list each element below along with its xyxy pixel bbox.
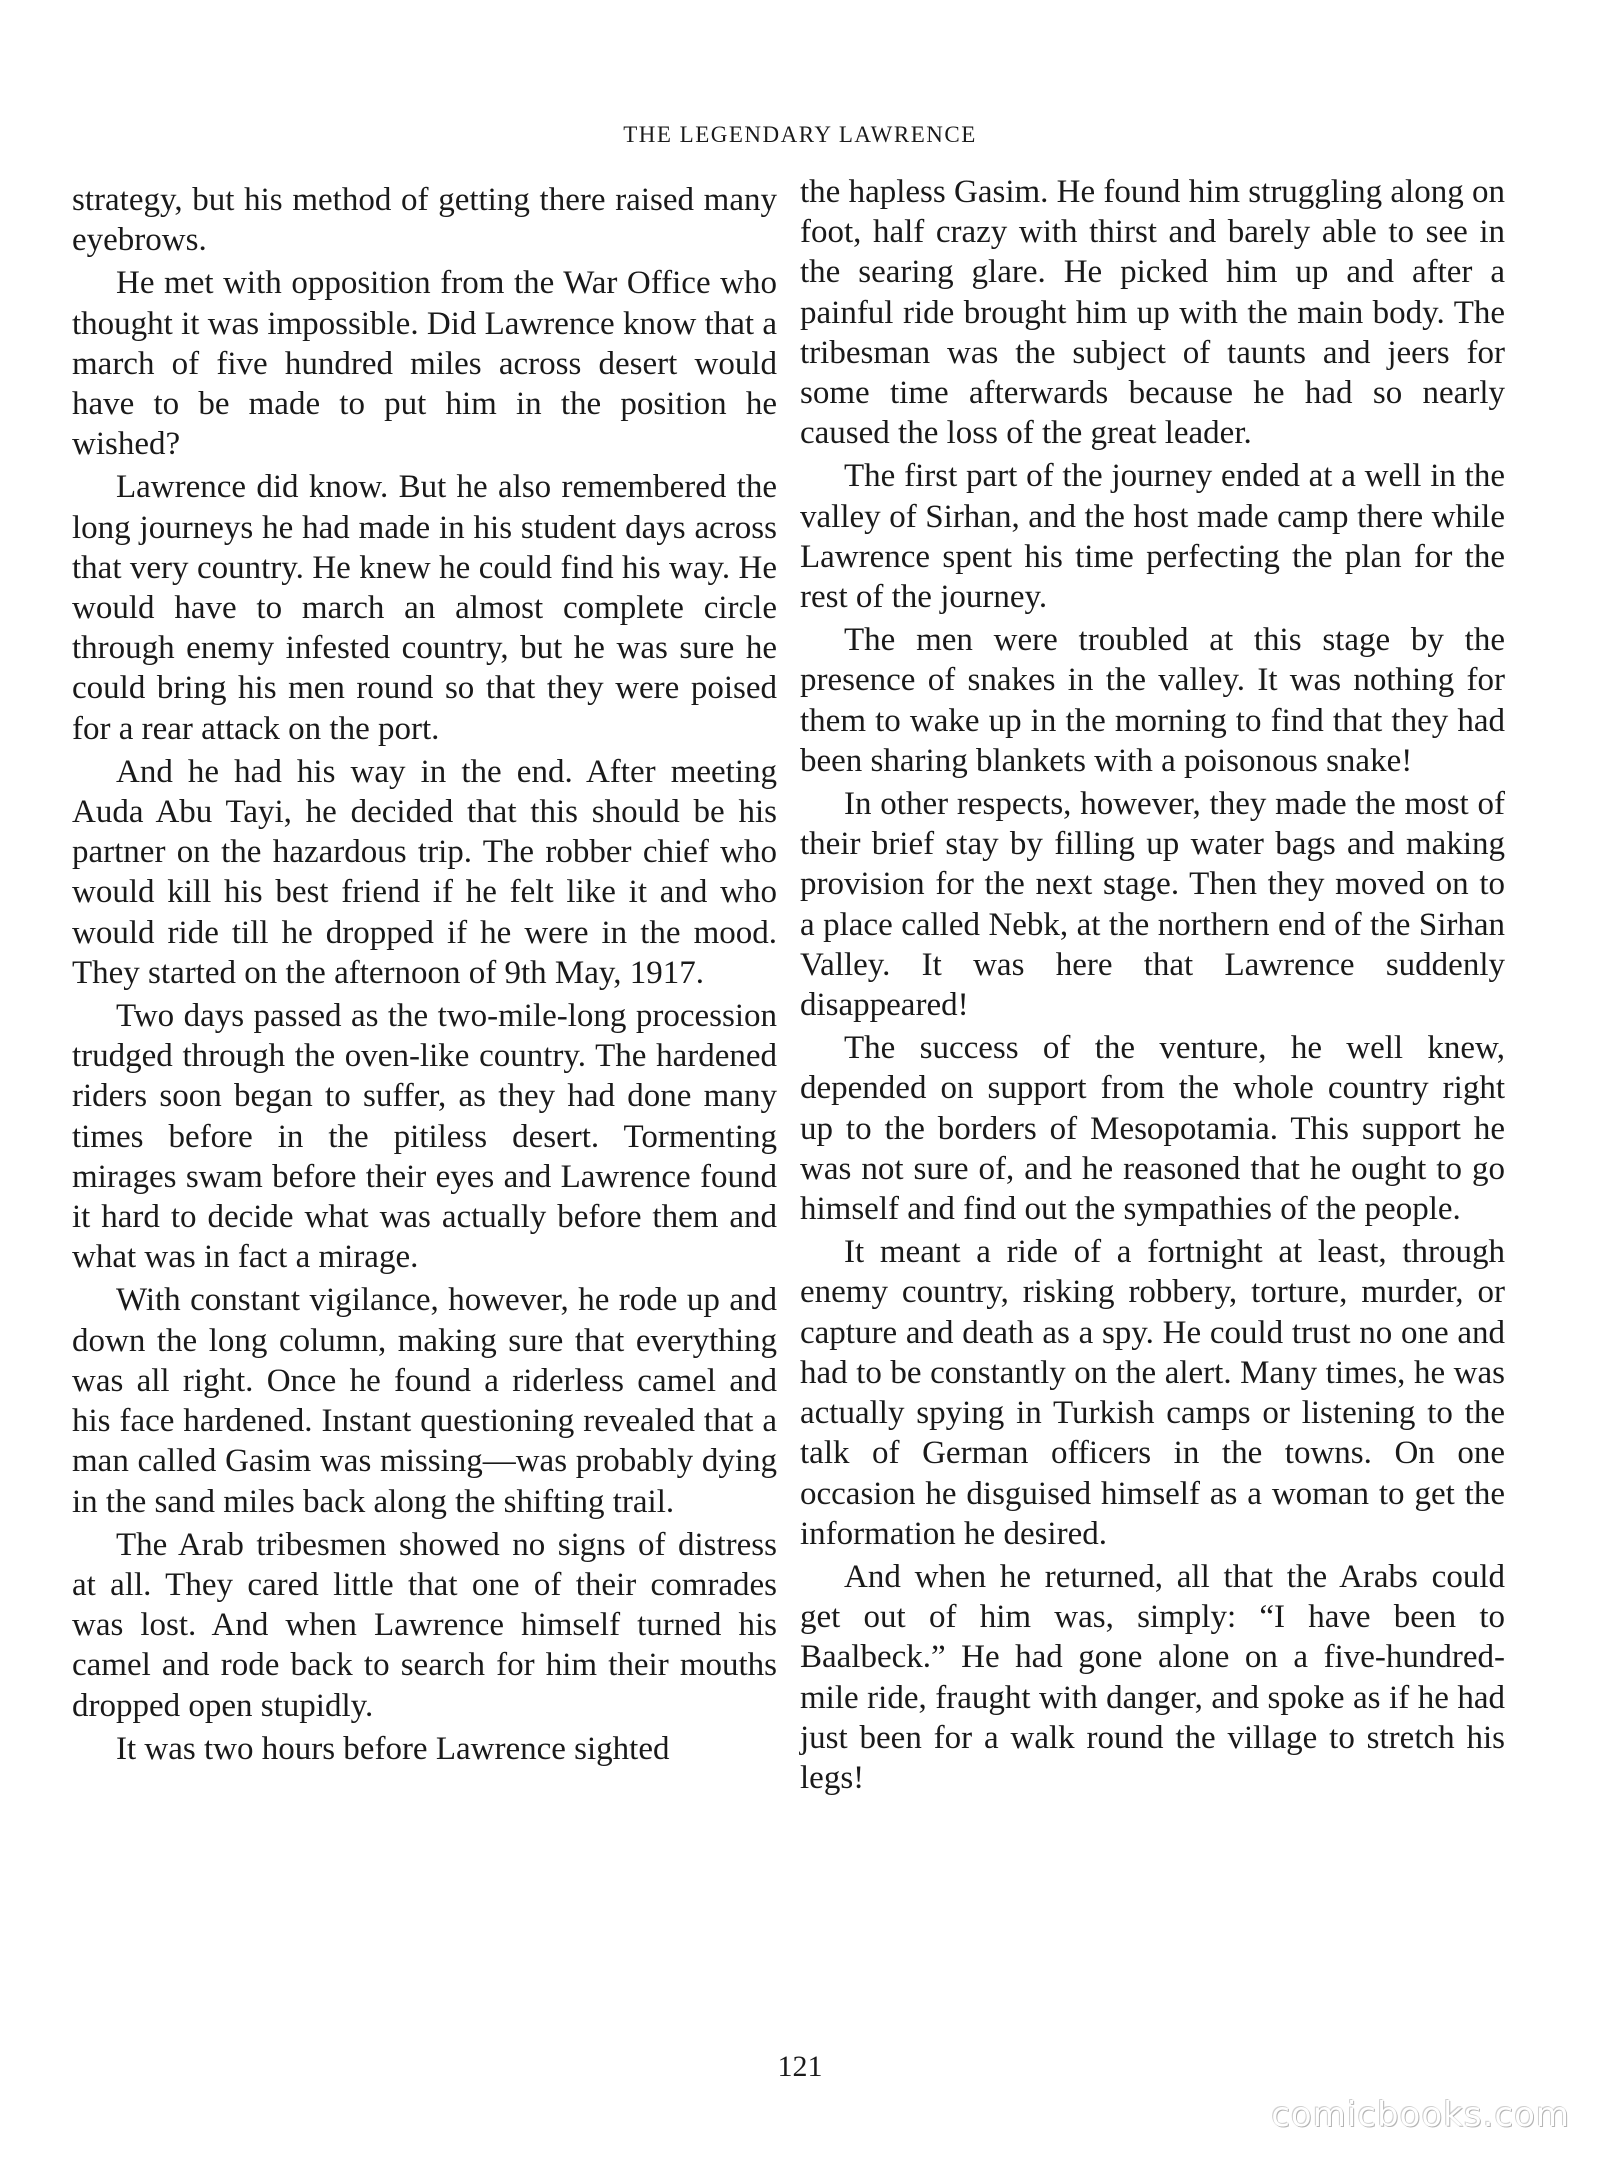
paragraph: He met with opposition from the War Office who thought it was impossible. Did Lawrence know that a march of five hundred miles across desert would have to be made to put him in the position he wished? xyxy=(72,265,777,463)
paragraph: The success of the venture, he well knew, depended on support from the whole country right up to the borders of Mesopotamia. This support he was not sure of, and he reasoned that he ought to go himself and find out the sympathies of the people. xyxy=(800,1030,1505,1228)
left-column xyxy=(72,180,777,1769)
paragraph: Two days passed as the two-mile-long procession trudged through the oven-like country. The hardened riders soon began to suffer, as they had done many times before in the pitiless desert. Tormenting mirages swam before their eyes and Lawrence found it hard to decide what was actually before them and what was in fact a mirage. xyxy=(72,998,777,1276)
paragraph: Lawrence did know. But he also remembered the long journeys he had made in his student days across that very country. He knew he could find his way. He would have to march an almost complete circle through enemy infested country, but he was sure he could bring his men round so that they were poised for a rear attack on the port. xyxy=(72,469,777,747)
paragraph: The Arab tribesmen showed no signs of distress at all. They cared little that one of their comrades was lost. And when Lawrence himself turned his camel and rode back to search for him their mouths dropped open stupidly. xyxy=(72,1526,777,1724)
paragraph: The men were troubled at this stage by the presence of snakes in the valley. It was nothing for them to wake up in the morning to find that they had been sharing blankets with a poisonous snake! xyxy=(800,622,1505,779)
paragraph: And he had his way in the end. After meeting Auda Abu Tayi, he decided that this should be his partner on the hazardous trip. The robber chief who would kill his best friend if he felt like it and who would ride till he dropped if he were in the mood. They started on the afternoon of 9th May, 1917. xyxy=(72,753,777,991)
running-head: THE LEGENDARY LAWRENCE xyxy=(623,122,977,147)
paragraph: In other respects, however, they made the most of their brief stay by filling up water bags and making provision for the next stage. Then they moved on to a place called Nebk, at the northern end of the Sirhan Valley. It was here that Lawrence suddenly disappeared! xyxy=(800,786,1505,1024)
right-column xyxy=(800,172,1505,1798)
paragraph: And when he returned, all that the Arabs could get out of him was, simply: “I have been to Baalbeck.” He had gone alone on a five-hundred-mile ride, fraught with danger, and spoke as if he had just been for a walk round the village to stretch his legs! xyxy=(800,1558,1505,1796)
paragraph: With constant vigilance, however, he rode up and down the long column, making sure that everything was all right. Once he found a riderless camel and his face hardened. Instant questioning revealed that a man called Gasim was missing—was probably dying in the sand miles back along the shifting trail. xyxy=(72,1282,777,1520)
paragraph: The first part of the journey ended at a well in the valley of Sirhan, and the host made camp there while Lawrence spent his time perfecting the plan for the rest of the journey. xyxy=(800,458,1505,616)
paragraph: strategy, but his method of getting there raised many eyebrows. xyxy=(72,182,777,259)
paragraph: It meant a ride of a fortnight at least, through enemy country, risking robbery, torture, murder, or capture and death as a spy. He could trust no one and had to be constantly on the alert. Many times, he was actually spying in Turkish camps or listening to the talk of German officers in the towns. On one occasion he disguised himself as a woman to get the information he desired. xyxy=(800,1234,1505,1552)
page-number: 121 xyxy=(777,2050,823,2083)
paragraph: the hapless Gasim. He found him struggling along on foot, half crazy with thirst and barely able to see in the searing glare. He picked him up and after a painful ride brought him up with the main body. The tribesman was the subject of taunts and jeers for some time afterwards because he had so nearly caused the loss of the great leader. xyxy=(800,174,1505,452)
watermark: comicbooks.com xyxy=(1271,2095,1570,2135)
paragraph: It was two hours before Lawrence sighted xyxy=(116,1730,670,1767)
